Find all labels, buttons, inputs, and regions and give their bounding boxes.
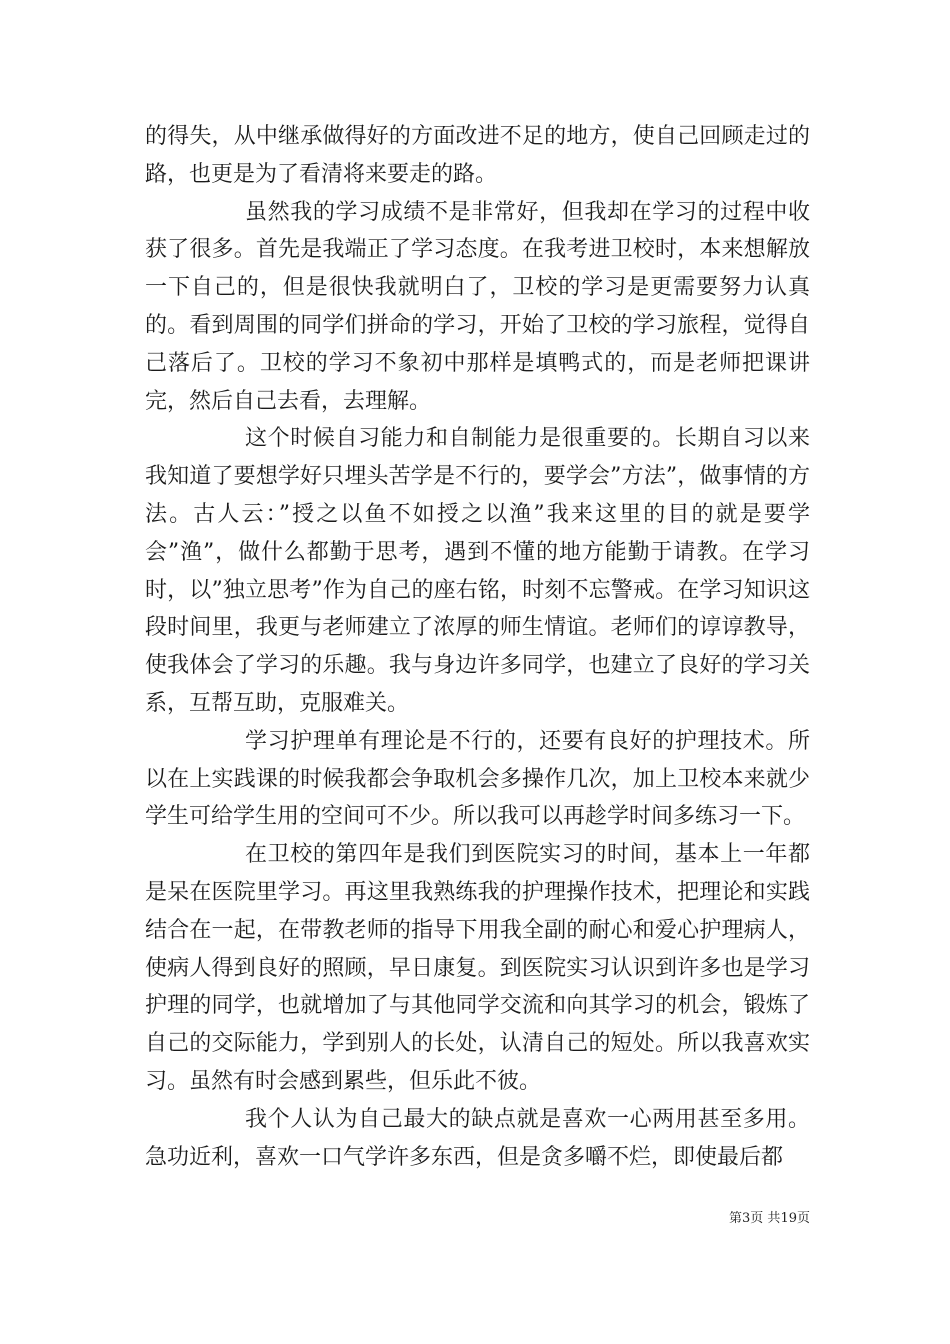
footer-current-page: 3 bbox=[742, 1211, 751, 1226]
paragraph-shortcomings: 我个人认为自己最大的缺点就是喜欢一心两用甚至多用。急功近利，喜欢一口气学许多东西，但是贪多嚼不烂，即使最后都 bbox=[145, 1106, 810, 1170]
paragraph-internship: 在卫校的第四年是我们到医院实习的时间，基本上一年都是呆在医院里学习。再这里我熟练我的护理操作技术，把理论和实践结合在一起，在带教老师的指导下用我全副的耐心和爱心护理病人，使病人得到良好的照顾，早日康复。到医院实习认识到许多也是学习护理的同学，也就增加了与其他同学交流和向其学习的机会，锻炼了自己的交际能力，学到别人的长处，认清自己的短处。所以我喜欢实习。虽然有时会感到累些，但乐此不彼。 bbox=[145, 842, 810, 1094]
footer-suffix: 页 bbox=[796, 1211, 810, 1226]
footer-middle: 页 共 bbox=[750, 1211, 781, 1226]
paragraph-self-study: 这个时候自习能力和自制能力是很重要的。长期自习以来我知道了要想学好只埋头苦学是不行的，要学会”方法”，做事情的方法。古人云：”授之以鱼不如授之以渔”我来这里的目的就是要学会”渔”，做什么都勤于思考，遇到不懂的地方能勤于请教。在学习时，以”独立思考”作为自己的座右铭，时刻不忘警戒。在学习知识这段时间里，我更与老师建立了浓厚的师生情谊。老师们的谆谆教导，使我体会了学习的乐趣。我与身边许多同学，也建立了良好的学习关系，互帮互助，克服难关。 bbox=[145, 426, 810, 716]
footer-total-pages: 19 bbox=[780, 1211, 797, 1226]
paragraph-continuation: 的得失，从中继承做得好的方面改进不足的地方，使自己回顾走过的路，也更是为了看清将来要走的路。 bbox=[145, 124, 810, 187]
footer-prefix: 第 bbox=[729, 1211, 743, 1226]
paragraph-study-results: 虽然我的学习成绩不是非常好，但我却在学习的过程中收获了很多。首先是我端正了学习态度。在我考进卫校时，本来想解放一下自己的，但是很快我就明白了，卫校的学习是更需要努力认真的。看到周围的同学们拼命的学习，开始了卫校的学习旅程，觉得自己落后了。卫校的学习不象初中那样是填鸭式的，而是老师把课讲完，然后自己去看，去理解。 bbox=[145, 199, 810, 414]
paragraph-nursing-skills: 学习护理单有理论是不行的，还要有良好的护理技术。所以在上实践课的时候我都会争取机会多操作几次，加上卫校本来就少学生可给学生用的空间可不少。所以我可以再趁学时间多练习一下。 bbox=[145, 728, 810, 830]
page-number-footer bbox=[700, 1207, 810, 1226]
document-body bbox=[145, 118, 810, 1176]
